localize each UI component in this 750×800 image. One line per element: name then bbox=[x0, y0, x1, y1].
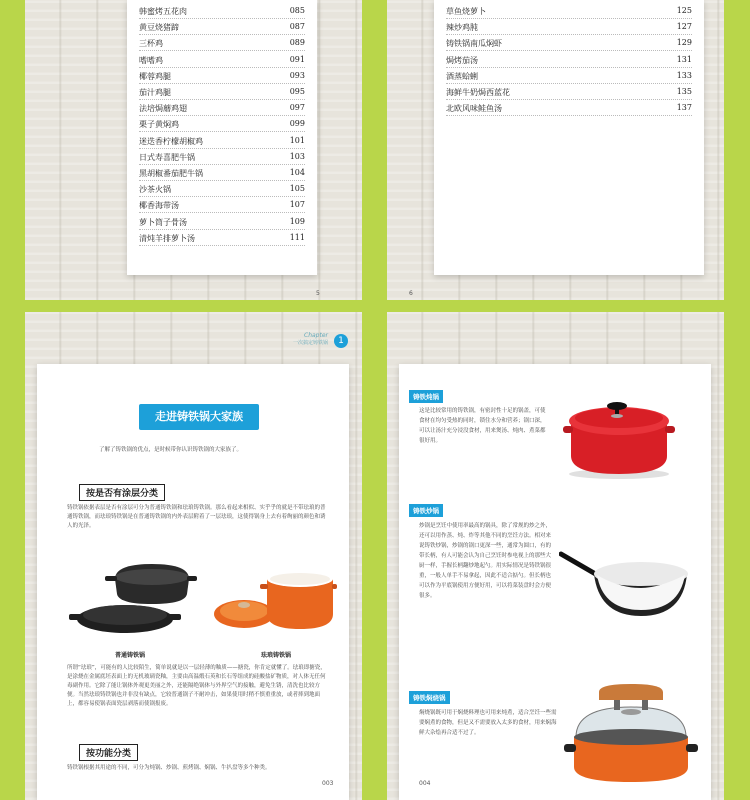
toc-entry-page: 095 bbox=[289, 87, 305, 96]
chapter-number-badge: 1 bbox=[334, 334, 348, 348]
label-wok: 铸铁炒锅 bbox=[409, 504, 443, 517]
enamel-cast-iron-pot-image bbox=[212, 559, 337, 644]
toc-entry-title: 铸铁锅南瓜焖虾 bbox=[446, 39, 502, 49]
toc-entry-title: 茄汁鸡腿 bbox=[139, 88, 171, 97]
toc-entry-page: 091 bbox=[289, 54, 305, 64]
toc-entry-title: 椰蓉鸡腿 bbox=[139, 71, 171, 81]
toc-entry-title: 椰香海带汤 bbox=[139, 201, 179, 211]
article-card-right bbox=[399, 364, 711, 800]
toc-entry-page: 125 bbox=[676, 6, 692, 15]
toc-entry bbox=[139, 215, 305, 230]
toc-entry-title: 栗子黄焖鸡 bbox=[139, 120, 179, 130]
toc-entry-title: 嗜嗜鸡 bbox=[139, 55, 163, 65]
white-wok-image bbox=[559, 544, 689, 624]
toc-entry bbox=[139, 150, 305, 165]
toc-entry-title: 萝卜筒子骨汤 bbox=[139, 217, 187, 227]
toc-entry-page: 111 bbox=[289, 232, 305, 242]
toc-entry bbox=[139, 231, 305, 246]
toc-entry bbox=[139, 134, 305, 149]
toc-entry-title: 酒蒸蛤蜊 bbox=[446, 71, 478, 81]
text-braiser: 焖烧锅既可用于焖烧料理也可用来炖煮，适合烹饪一些需要焖煮的食物，但是又不需要放入太多的食材，用来焖海鲜大杂烩再合适不过了。 bbox=[419, 710, 557, 736]
toc-entry bbox=[139, 117, 305, 132]
toc-entry bbox=[139, 166, 305, 181]
text-stock-pot: 这是比较常用的铸铁锅，有密封性十足的锅盖，可使食材在均匀受热的同时，锁住水分和营养；锅口深，可以让汤汁充分浸没食材，用来煲汤、炖肉、煮菜都很好用。 bbox=[419, 408, 546, 444]
toc-entry-title: 法培焗蘑鸡翅 bbox=[139, 104, 187, 114]
page-number: 004 bbox=[419, 780, 431, 787]
caption-enamel-pot: 珐琅铸铁锅 bbox=[261, 652, 292, 659]
green-gutter bbox=[362, 0, 387, 800]
toc-entry bbox=[139, 53, 305, 68]
page-number: 6 bbox=[409, 290, 413, 297]
toc-page-right bbox=[387, 0, 724, 300]
toc-entry-title: 焗烤茄汤 bbox=[446, 55, 478, 65]
label-stock-pot: 铸铁炖锅 bbox=[409, 390, 443, 403]
toc-entry-page: 129 bbox=[676, 38, 692, 48]
toc-entry-title: 草鱼烧萝卜 bbox=[446, 7, 486, 16]
section-heading-coating: 按是否有涂层分类 bbox=[79, 484, 165, 501]
toc-entry-title: 北欧风味鲑鱼汤 bbox=[446, 104, 502, 114]
toc-entry-page: 103 bbox=[289, 151, 305, 161]
toc-entry-page: 099 bbox=[289, 119, 305, 129]
toc-entry bbox=[446, 85, 692, 100]
toc-entry-title: 黑胡椒番茄肥牛锅 bbox=[139, 169, 203, 178]
toc-entry-title: 迷迭香柠檬胡椒鸡 bbox=[139, 136, 203, 146]
toc-page-left bbox=[25, 0, 362, 300]
toc-entry bbox=[139, 198, 305, 213]
toc-entry bbox=[446, 53, 692, 68]
toc-entry-page: 101 bbox=[289, 135, 305, 145]
toc-entry-page: 087 bbox=[289, 22, 305, 32]
orange-braiser-image bbox=[564, 682, 699, 787]
section-heading-function: 按功能分类 bbox=[79, 744, 138, 761]
toc-entry-title: 辣炒鸡肫 bbox=[446, 23, 478, 33]
paragraph-coating: 铸铁锅依据表层是否有涂层可分为普通铸铁锅和珐琅铸铁锅。那么看起来相似、实乎乎的就是不带珐琅的普通铸铁锅，而珐琅铸铁锅是在普通铸铁锅的内外表层附着了一层珐琅，这使得锅身上去有着绚丽的颜色和诱人的光泽。 bbox=[67, 505, 326, 529]
toc-entry-page: 135 bbox=[676, 87, 692, 96]
article-title: 走进铸铁锅大家族 bbox=[139, 404, 259, 430]
toc-entry bbox=[139, 85, 305, 100]
chapter-subtitle: 一次搞定铸铁锅 bbox=[292, 340, 328, 346]
toc-entry-title: 韩蜜烤五花肉 bbox=[139, 7, 187, 16]
page-number: 003 bbox=[322, 780, 334, 787]
page-number: 5 bbox=[316, 290, 320, 297]
toc-entry bbox=[446, 36, 692, 51]
toc-entry-page: 127 bbox=[676, 22, 692, 32]
toc-entry-page: 104 bbox=[289, 168, 305, 177]
toc-entry-page: 089 bbox=[289, 38, 305, 48]
article-page-right bbox=[387, 312, 724, 800]
toc-entry bbox=[139, 69, 305, 84]
article-page-left bbox=[25, 312, 362, 800]
toc-entry-page: 105 bbox=[289, 184, 305, 194]
chapter-label: Chapter bbox=[304, 332, 328, 339]
toc-entry-page: 137 bbox=[676, 103, 692, 113]
toc-entry-page: 085 bbox=[289, 6, 305, 15]
toc-entry-title: 日式寿喜肥牛锅 bbox=[139, 152, 195, 162]
red-stock-pot-image bbox=[559, 386, 679, 481]
toc-entry-title: 黄豆烧猪蹄 bbox=[139, 23, 179, 33]
toc-entry bbox=[446, 4, 692, 19]
toc-entry-page: 131 bbox=[676, 54, 692, 64]
paragraph-function: 铸铁锅根据其用途的不同，可分为炖锅、炒锅、煎烤锅、焖锅、牛扒盘等多个种类。 bbox=[67, 765, 271, 771]
label-braiser: 铸铁焖烧锅 bbox=[409, 691, 450, 704]
toc-card-right bbox=[434, 0, 704, 275]
toc-entry bbox=[139, 182, 305, 197]
toc-entry-title: 沙茶火锅 bbox=[139, 185, 171, 195]
toc-entry-page: 093 bbox=[289, 70, 305, 80]
toc-entry bbox=[446, 101, 692, 116]
toc-card-left bbox=[127, 0, 317, 275]
article-card-left bbox=[37, 364, 349, 800]
toc-entry bbox=[139, 36, 305, 51]
toc-entry bbox=[139, 4, 305, 19]
article-intro: 了解了铸铁锅的优点，是时候带你认识铸铁锅的大家族了。 bbox=[99, 447, 243, 453]
toc-entry-page: 097 bbox=[289, 103, 305, 113]
toc-entry-page: 133 bbox=[676, 70, 692, 80]
chapter-header bbox=[293, 332, 348, 346]
toc-entry-page: 109 bbox=[289, 216, 305, 226]
toc-entry-title: 清炖羊排萝卜汤 bbox=[139, 233, 195, 243]
toc-entry-title: 三杯鸡 bbox=[139, 39, 163, 49]
text-wok: 炒锅是烹饪中使用率最高的锅具，除了常规的炒之外，还可以用作蒸、炖、炸等其他不同的烹饪方法。相对来说铸铁炒锅，炒锅的锅口更深一些，通常为圆口，有的带长柄，有人可能会认为自己烹饪时参电视上的那些大厨一样，手握长柄翻炒地起勺。用实际情况是铸铁锅很重，一般人单手不易拿起，因此不适合掂勺。但长柄也可以作为平底锅使用方便好用，可以将菜装盘时会方便很多。 bbox=[419, 523, 552, 599]
toc-entry-title: 海鲜牛奶焗西蓝花 bbox=[446, 88, 510, 97]
toc-entry bbox=[446, 20, 692, 35]
toc-entry-page: 107 bbox=[289, 200, 305, 210]
paragraph-enamel: 所谓“珐琅”，可能有的人比较陌生，简单说就是以一层轻薄的釉质——搪瓷，你肯定就懂了。珐琅即搪瓷，是涂烧在金属底坯表面上的无机玻璃瓷釉，主要由高温煅石英和长石等组成的硅酸盐矿物质，对人体无任何毒副作用。它除了能让锅体外观更美丽之外，还能隔绝锅体与外界空气的接触，避免生锈，清洗也比较方便。当然珐琅铸铁锅也并非没有缺点，它较普通锅子不耐冲击，如果使用时稍不慎重重放，或者摔到地面上，都容易使锅表面瓷层剥落而使锅报废。 bbox=[67, 665, 326, 707]
toc-entry bbox=[446, 69, 692, 84]
toc-entry bbox=[139, 101, 305, 116]
toc-entry bbox=[139, 20, 305, 35]
caption-plain-pot: 普通铸铁锅 bbox=[115, 652, 146, 659]
plain-cast-iron-pot-image bbox=[67, 559, 197, 644]
